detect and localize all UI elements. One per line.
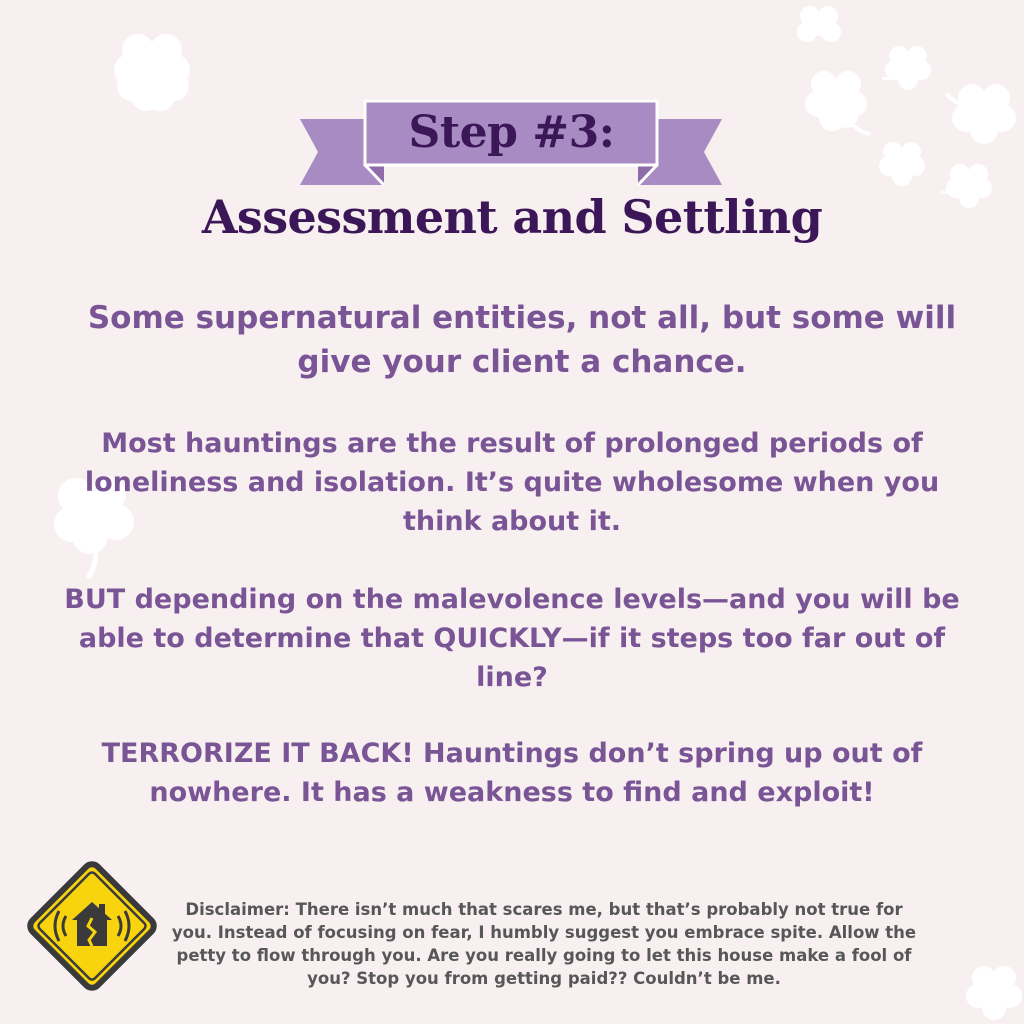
clover-icon: [794, 0, 844, 48]
clover-icon: [874, 136, 930, 190]
clover-icon: [796, 62, 876, 140]
clover-icon: [944, 76, 1024, 152]
clover-icon: [880, 40, 936, 94]
disclaimer-text: Disclaimer: There isn’t much that scares me, but that’s probably not true for you. Instead of focusing on fear, I humbly suggest you embrace spite. Allow the petty to flow through you. Are you really going to let this house make a fool of you? Stop you from getting paid?? Couldn’t be me.: [171, 900, 917, 988]
step-label: Step #3:: [408, 107, 615, 158]
page-title: Assessment and Settling: [201, 190, 823, 244]
clover-icon: [964, 962, 1024, 1024]
haunted-house-warning-sign-icon: [22, 856, 162, 996]
paragraph-3: BUT depending on the malevolence levels—and you will be able to determine that QUICKLY—if it steps too far out of line?: [64, 584, 960, 693]
paragraph-2: Most hauntings are the result of prolonged periods of loneliness and isolation. It’s quite wholesome when you think about it.: [84, 428, 940, 537]
clover-icon: [100, 20, 204, 124]
paragraph-4: TERRORIZE IT BACK! Hauntings don’t spring up out of nowhere. It has a weakness to find and exploit!: [101, 738, 923, 808]
paragraph-1: Some supernatural entities, not all, but some will give your client a chance.: [87, 300, 957, 380]
